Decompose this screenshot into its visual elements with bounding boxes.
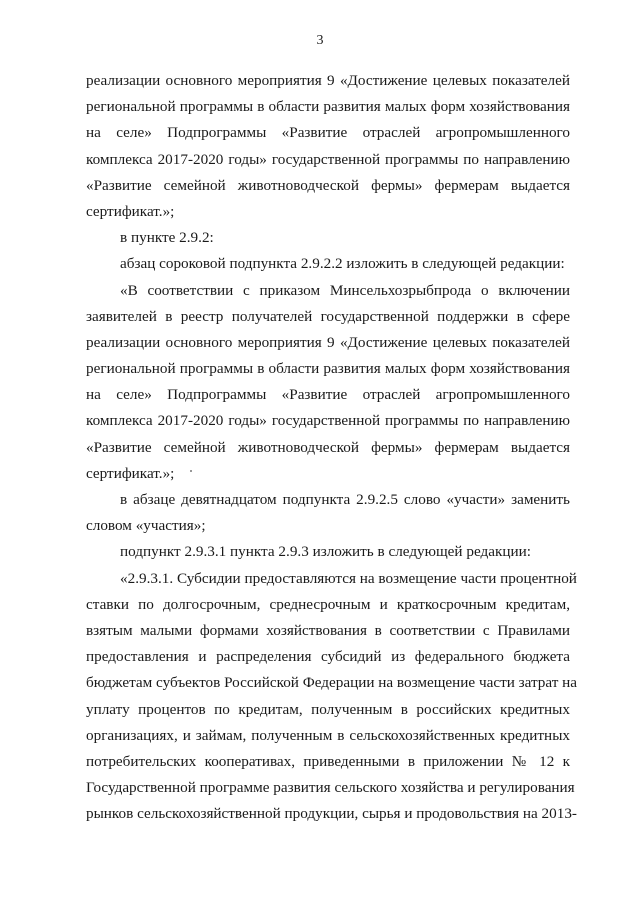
- text-line: словом «участия»;: [86, 517, 206, 535]
- text-line: региональной программы в области развития малых форм хозяйствования: [86, 360, 570, 378]
- text-line: подпункт 2.9.3.1 пункта 2.9.3 изложить в следующей редакции:: [120, 543, 531, 561]
- text-line: взятым малыми формами хозяйствования в соответствии с Правилами: [86, 621, 570, 639]
- scan-speck: [190, 470, 192, 472]
- text-line: в пункте 2.9.2:: [120, 229, 214, 247]
- text-line: заявителей в реестр получателей государственной поддержки в сфере: [86, 307, 570, 325]
- text-line: уплату процентов по кредитам, полученным в российских кредитных: [86, 700, 570, 718]
- text-line: в абзаце девятнадцатом подпункта 2.9.2.5 слово «участи» заменить: [120, 491, 570, 508]
- text-line: реализации основного мероприятия 9 «Достижение целевых показателей: [86, 333, 570, 351]
- text-line: сертификат.»;: [86, 202, 175, 220]
- text-line: сертификат.»;: [86, 464, 175, 482]
- text-line: комплекса 2017-2020 годы» государственной программы по направлению: [86, 412, 570, 430]
- text-line: на селе» Подпрограммы «Развитие отраслей агропромышленного: [86, 386, 570, 404]
- text-line: абзац сороковой подпункта 2.9.2.2 изложить в следующей редакции:: [120, 255, 565, 273]
- text-line: рынков сельскохозяйственной продукции, сырья и продовольствия на 2013-: [86, 805, 577, 823]
- text-line: «Развитие семейной животноводческой фермы» фермерам выдается: [86, 176, 570, 194]
- text-line: предоставления и распределения субсидий из федерального бюджета: [86, 648, 570, 666]
- text-line: «Развитие семейной животноводческой фермы» фермерам выдается: [86, 438, 570, 456]
- text-line: «В соответствии с приказом Минсельхозрыбпрода о включении: [120, 281, 570, 299]
- page-number: 3: [316, 33, 324, 48]
- text-line: на селе» Подпрограммы «Развитие отраслей агропромышленного: [86, 124, 570, 142]
- text-line: ставки по долгосрочным, среднесрочным и краткосрочным кредитам,: [86, 595, 570, 613]
- text-line: потребительских кооперативах, приведенными в приложении № 12 к: [86, 752, 570, 770]
- text-line: реализации основного мероприятия 9 «Достижение целевых показателей: [86, 72, 570, 89]
- text-line: организациях, и займам, полученным в сельскохозяйственных кредитных: [86, 726, 570, 744]
- document-body: [86, 68, 578, 827]
- text-line: «2.9.3.1. Субсидии предоставляются на возмещение части процентной: [120, 569, 577, 587]
- text-line: бюджетам субъектов Российской Федерации на возмещение части затрат на: [86, 674, 578, 692]
- text-line: региональной программы в области развития малых форм хозяйствования: [86, 98, 570, 116]
- text-line: Государственной программе развития сельского хозяйства и регулирования: [86, 779, 575, 797]
- text-line: комплекса 2017-2020 годы» государственной программы по направлению: [86, 150, 570, 168]
